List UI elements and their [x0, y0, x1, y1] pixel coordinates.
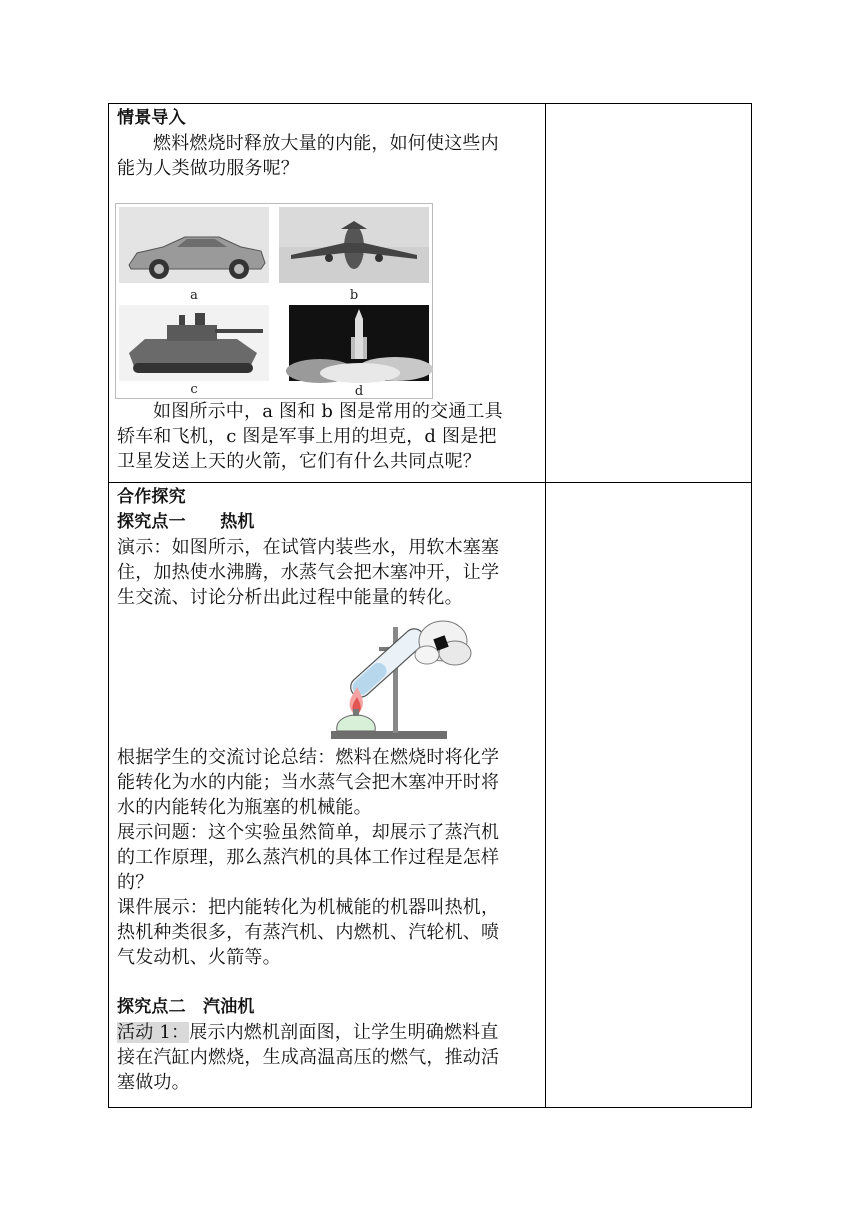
summary-line: 能转化为水的内能；当水蒸气会把木塞冲开时将	[117, 772, 500, 793]
courseware-line: 气发动机、火箭等。	[117, 947, 281, 968]
content-cell-intro	[109, 104, 546, 483]
demo-line: 生交流、讨论分析出此过程中能量的转化。	[117, 587, 463, 608]
activity-line	[117, 1020, 537, 1045]
airplane-photo	[279, 207, 429, 283]
activity-text: 展示内燃机剖面图，让学生明确燃料直	[189, 1022, 499, 1043]
question-line: 的工作原理，那么蒸汽机的具体工作过程是怎样	[117, 847, 500, 868]
summary-line: 根据学生的交流讨论总结：燃料在燃烧时将化学	[117, 747, 500, 768]
tank-photo	[119, 305, 269, 381]
demo-line: 住，加热使水沸腾，水蒸气会把木塞冲开，让学	[117, 562, 500, 583]
intro-line: 燃料燃烧时释放大量的内能，如何使这些内	[153, 133, 499, 154]
notes-cell	[546, 104, 752, 483]
car-photo	[119, 207, 269, 283]
summary-line: 水的内能转化为瓶塞的机械能。	[117, 797, 372, 818]
courseware-line: 课件展示：把内能转化为机械能的机器叫热机，	[117, 897, 500, 918]
figure-caption-c: c	[190, 382, 198, 397]
figure-caption-a: a	[190, 288, 198, 303]
courseware-line: 热机种类很多，有蒸汽机、内燃机、汽轮机、喷	[117, 922, 500, 943]
intro-line: 能为人类做功服务呢？	[117, 158, 299, 179]
figure-caption-b: b	[349, 288, 359, 303]
notes-cell	[546, 483, 752, 1108]
demo-line: 演示：如图所示，在试管内装些水，用软木塞塞	[117, 537, 500, 558]
figure-description-line: 轿车和飞机，c 图是军事上用的坦克，d 图是把	[117, 426, 497, 447]
vehicles-figure	[115, 203, 433, 399]
activity-line: 接在汽缸内燃烧，生成高温高压的燃气，推动活	[117, 1047, 500, 1068]
activity-line: 塞做功。	[117, 1072, 190, 1093]
rocket-photo	[286, 305, 433, 383]
content-cell-explore	[109, 483, 546, 1108]
question-line: 的？	[117, 872, 154, 893]
lesson-plan-table	[108, 103, 752, 1108]
activity-label: 活动 1：	[117, 1022, 190, 1043]
table-row	[109, 483, 752, 1108]
table-row	[109, 104, 752, 483]
test-tube-heating-apparatus	[109, 617, 545, 745]
figure-description-line: 卫星发送上天的火箭，它们有什么共同点呢？	[117, 451, 481, 472]
question-line: 展示问题：这个实验虽然简单，却展示了蒸汽机	[117, 822, 500, 843]
section-title-cooperative-explore: 合作探究	[117, 487, 186, 507]
subsection-title-gasoline-engine: 探究点二 汽油机	[117, 997, 255, 1017]
subsection-title-heat-engine: 探究点一 热机	[117, 512, 255, 532]
figure-caption-d: d	[354, 384, 364, 399]
figure-description-line: 如图所示中，a 图和 b 图是常用的交通工具	[153, 401, 503, 422]
section-title-scene-intro: 情景导入	[117, 108, 186, 128]
